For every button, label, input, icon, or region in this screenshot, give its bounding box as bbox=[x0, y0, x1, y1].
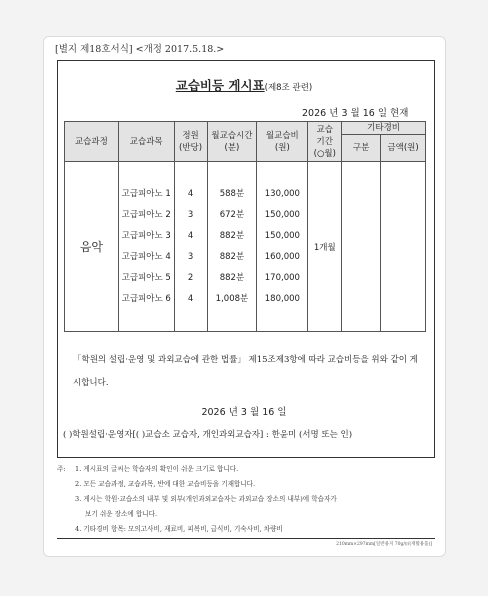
note-1: 주: 1. 게시표의 글씨는 학습자의 확인이 쉬운 크기로 합니다. bbox=[57, 465, 239, 473]
row-1-hours: 588분 bbox=[219, 188, 245, 199]
title-sub: (제8조 관련) bbox=[264, 83, 313, 93]
period-cell: 1개월 bbox=[308, 162, 342, 332]
row-1-fee: 130,000 bbox=[264, 188, 300, 199]
current-date: 2026 년 3 월 16 일 현재 bbox=[302, 108, 409, 119]
note-3-cont: 보기 쉬운 장소에 합니다. bbox=[85, 510, 158, 518]
other-amount-cell bbox=[381, 162, 426, 332]
fee-column bbox=[257, 162, 308, 332]
title-main: 교습비등 게시표 bbox=[175, 78, 265, 93]
notice-text: 「학원의 설립·운영 및 과외교습에 관한 법률」 제15조제3항에 따라 교습비등을 위와 같이 게시합니다. bbox=[73, 355, 418, 388]
signer-name: 한윤미 bbox=[271, 430, 297, 440]
row-2-fee: 150,000 bbox=[264, 209, 300, 220]
header-other-amount: 금액(원) bbox=[381, 135, 426, 162]
row-3-hours: 882분 bbox=[219, 230, 245, 241]
document-title bbox=[0, 76, 488, 94]
row-6-fee: 180,000 bbox=[264, 293, 300, 304]
row-4-hours: 882분 bbox=[219, 251, 245, 262]
hours-column bbox=[207, 162, 257, 332]
form-label: [별지 제18호서식] <개정 2017.5.18.> bbox=[55, 44, 225, 55]
current-day: 16 bbox=[362, 108, 375, 119]
row-1-subject: 고급피아노 1 bbox=[121, 188, 171, 199]
current-month: 3 bbox=[341, 108, 348, 119]
header-capacity: 정원 (반당) bbox=[174, 122, 207, 162]
row-2-hours: 672분 bbox=[219, 209, 245, 220]
footer-divider bbox=[57, 538, 435, 539]
row-3-fee: 150,000 bbox=[264, 230, 300, 241]
subject-column bbox=[118, 162, 174, 332]
header-course: 교습과정 bbox=[65, 122, 119, 162]
row-6-hours: 1,008분 bbox=[215, 293, 249, 304]
footnotes bbox=[57, 462, 435, 537]
header-period: 교습 기간 (○월) bbox=[308, 122, 342, 162]
row-3-subject: 고급피아노 3 bbox=[121, 230, 171, 241]
row-3-capacity: 4 bbox=[187, 230, 194, 241]
note-3: 3. 게시는 학원·교습소의 내부 및 외부(개인과외교습자는 과외교습 장소의 내부)에 학습자가 bbox=[75, 495, 337, 503]
row-5-fee: 170,000 bbox=[264, 272, 300, 283]
row-6-capacity: 4 bbox=[187, 293, 194, 304]
header-monthly-fee: 월교습비 (원) bbox=[257, 122, 308, 162]
course-cell: 음악 bbox=[65, 162, 119, 332]
header-subject: 교습과목 bbox=[118, 122, 174, 162]
signature-prefix: ( )학원설립·운영자[( )교습소 교습자, 개인과외교습자] : bbox=[63, 430, 269, 440]
row-2-capacity: 3 bbox=[187, 209, 194, 220]
note-2: 2. 모든 교습과정, 교습과목, 반에 대한 교습비등을 기재합니다. bbox=[75, 480, 256, 488]
fee-table bbox=[64, 121, 426, 332]
row-4-subject: 고급피아노 4 bbox=[121, 251, 171, 262]
header-other-expenses: 기타경비 bbox=[342, 122, 426, 135]
row-1-capacity: 4 bbox=[187, 188, 194, 199]
row-5-subject: 고급피아노 5 bbox=[121, 272, 171, 283]
row-4-fee: 160,000 bbox=[264, 251, 300, 262]
signed-date: 2026 년 3 월 16 일 bbox=[201, 407, 287, 418]
capacity-column bbox=[174, 162, 207, 332]
header-monthly-hours: 월교습시간 (분) bbox=[207, 122, 257, 162]
row-5-capacity: 2 bbox=[187, 272, 194, 283]
paper-spec: 210mm×297mm[일반용지 70g/㎡(재활용품)] bbox=[336, 542, 432, 547]
signature-line bbox=[63, 428, 352, 440]
row-6-subject: 고급피아노 6 bbox=[121, 293, 171, 304]
current-year: 2026 bbox=[302, 108, 327, 119]
note-4: 4. 기타경비 항목: 모의고사비, 재료비, 피복비, 급식비, 기숙사비, 차량비 bbox=[75, 525, 283, 533]
signature-suffix: (서명 또는 인) bbox=[298, 430, 353, 440]
row-5-hours: 882분 bbox=[219, 272, 245, 283]
row-2-subject: 고급피아노 2 bbox=[121, 209, 171, 220]
row-4-capacity: 3 bbox=[187, 251, 194, 262]
header-other-type: 구분 bbox=[342, 135, 381, 162]
other-type-cell bbox=[342, 162, 381, 332]
